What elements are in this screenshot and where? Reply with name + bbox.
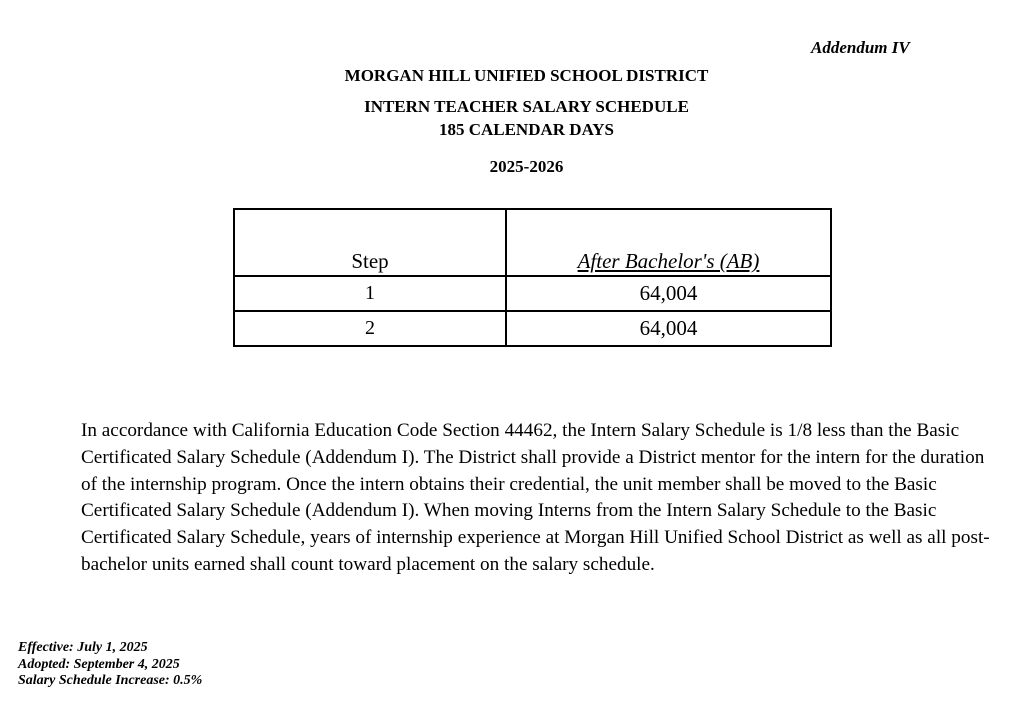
table-row: [234, 276, 831, 311]
step-cell: 2: [234, 311, 506, 346]
district-name: MORGAN HILL UNIFIED SCHOOL DISTRICT: [344, 66, 709, 85]
schedule-title: INTERN TEACHER SALARY SCHEDULE: [364, 97, 689, 116]
salary-cell: 64,004: [506, 311, 831, 346]
salary-table: [233, 208, 832, 347]
adopted-date: Adopted: September 4, 2025: [18, 656, 180, 672]
schedule-increase: Salary Schedule Increase: 0.5%: [18, 673, 203, 688]
addendum-label: Addendum IV: [811, 38, 910, 57]
school-year: 2025-2026: [489, 157, 564, 176]
calendar-days: 185 CALENDAR DAYS: [438, 120, 615, 139]
effective-date: Effective: July 1, 2025: [18, 640, 148, 655]
footer-notes: [18, 640, 202, 690]
table-header-row: [234, 209, 831, 276]
column-header-after-bachelors: [506, 209, 831, 276]
step-cell: 1: [234, 276, 506, 311]
column-header-after-bachelors-label: After Bachelor's (AB): [577, 249, 760, 273]
table-row: [234, 311, 831, 346]
salary-cell: 64,004: [506, 276, 831, 311]
policy-paragraph: In accordance with California Education Code Section 44462, the Intern Salary Schedule is 1/8 less than the Basic Certificated Salary Schedule (Addendum I). The District shall provide a District mentor for the intern for the duration of the internship program. Once the intern obtains their credential, the unit member shall be moved to the Basic Certificated Salary Schedule (Addendum I). When moving Interns from the Intern Salary Schedule to the Basic Certificated Salary Schedule, years of internship experience at Morgan Hill Unified School District as well as all post-bachelor units earned shall count toward placement on the salary schedule.: [81, 420, 990, 575]
column-header-step: Step: [234, 209, 506, 276]
